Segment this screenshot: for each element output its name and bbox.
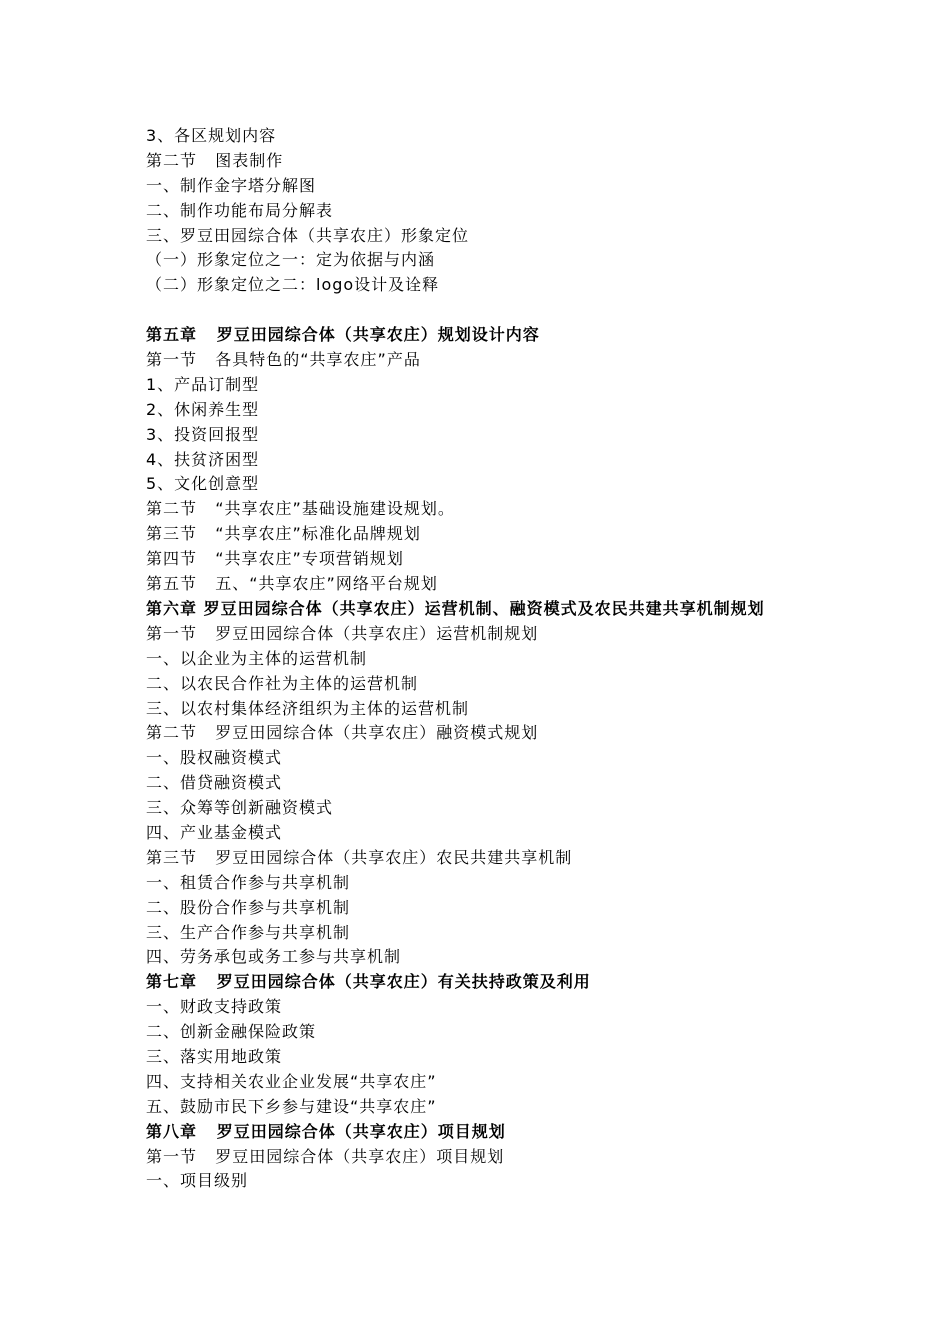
doc-line: 三、以农村集体经济组织为主体的运营机制 (146, 698, 470, 718)
doc-line: 一、项目级别 (146, 1171, 249, 1191)
doc-line: 二、借贷融资模式 (146, 773, 283, 793)
doc-line: 2、休闲养生型 (146, 399, 260, 419)
doc-line: （一）形象定位之一：定为依据与内涵 (146, 250, 436, 270)
doc-line: 一、制作金字塔分解图 (146, 175, 317, 195)
section-heading: 第三节 “共享农庄”标准化品牌规划 (146, 524, 421, 544)
chapter-heading: 第八章 罗豆田园综合体（共享农庄）项目规划 (146, 1121, 506, 1141)
blank-line (146, 298, 826, 323)
doc-line: 二、创新金融保险政策 (146, 1022, 317, 1042)
section-heading: 第二节 罗豆田园综合体（共享农庄）融资模式规划 (146, 723, 539, 743)
chapter-heading: 第六章 罗豆田园综合体（共享农庄）运营机制、融资模式及农民共建共享机制规划 (146, 598, 765, 618)
document-body (146, 124, 826, 1194)
doc-line: 4、扶贫济困型 (146, 449, 260, 469)
doc-line: 一、租赁合作参与共享机制 (146, 872, 351, 892)
doc-line: 一、股权融资模式 (146, 748, 283, 768)
section-heading: 第二节 图表制作 (146, 150, 284, 170)
doc-line: 二、制作功能布局分解表 (146, 200, 334, 220)
doc-line: 四、产业基金模式 (146, 822, 283, 842)
doc-line: 三、落实用地政策 (146, 1046, 283, 1066)
doc-line: （二）形象定位之二：logo设计及诠释 (146, 275, 440, 295)
doc-line: 四、劳务承包或务工参与共享机制 (146, 947, 402, 967)
section-heading: 第五节 五、“共享农庄”网络平台规划 (146, 574, 438, 594)
chapter-heading: 第五章 罗豆田园综合体（共享农庄）规划设计内容 (146, 325, 540, 345)
doc-line: 三、罗豆田园综合体（共享农庄）形象定位 (146, 225, 470, 245)
doc-line: 三、众筹等创新融资模式 (146, 798, 334, 818)
section-heading: 第一节 罗豆田园综合体（共享农庄）项目规划 (146, 1146, 505, 1166)
doc-line: 3、投资回报型 (146, 424, 260, 444)
doc-line: 二、以农民合作社为主体的运营机制 (146, 673, 419, 693)
doc-line: 5、文化创意型 (146, 474, 260, 494)
doc-line: 五、鼓励市民下乡参与建设“共享农庄” (146, 1096, 437, 1116)
section-heading: 第一节 各具特色的“共享农庄”产品 (146, 350, 421, 370)
doc-line: 1、产品订制型 (146, 374, 260, 394)
doc-line: 一、以企业为主体的运营机制 (146, 648, 368, 668)
chapter-heading: 第七章 罗豆田园综合体（共享农庄）有关扶持政策及利用 (146, 972, 591, 992)
doc-line: 三、生产合作参与共享机制 (146, 922, 351, 942)
section-heading: 第四节 “共享农庄”专项营销规划 (146, 549, 404, 569)
section-heading: 第三节 罗豆田园综合体（共享农庄）农民共建共享机制 (146, 847, 573, 867)
doc-line: 二、股份合作参与共享机制 (146, 897, 351, 917)
section-heading: 第一节 罗豆田园综合体（共享农庄）运营机制规划 (146, 623, 539, 643)
section-heading: 第二节 “共享农庄”基础设施建设规划。 (146, 499, 455, 519)
doc-line: 3、各区规划内容 (146, 126, 277, 145)
doc-line: 一、财政支持政策 (146, 997, 283, 1017)
doc-line: 四、支持相关农业企业发展“共享农庄” (146, 1071, 437, 1091)
